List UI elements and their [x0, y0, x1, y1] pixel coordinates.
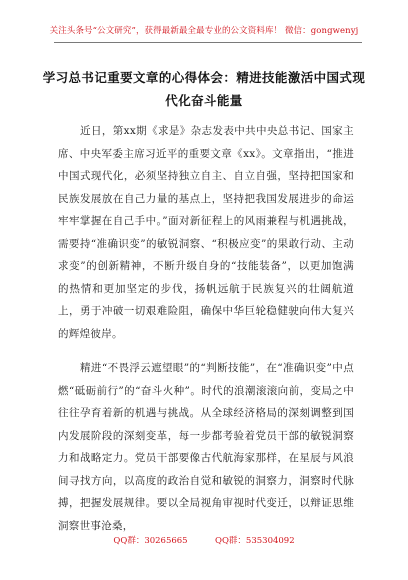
title-line-2: 代化奋斗能量 [165, 93, 243, 108]
header-divider [54, 42, 362, 43]
footer-qq-group-left: QQ群：30265665 [113, 536, 188, 546]
document-body [58, 120, 354, 537]
title-line-1: 学习总书记重要文章的心得体会：精进技能激活中国式现 [42, 70, 366, 85]
footer-qq-groups [0, 534, 408, 546]
body-paragraph-1: 近日，第xx期《求是》杂志发表中共中央总书记、国家主席、中央军委主席习近平的重要文章《xx》。文章指出，“推进中国式现代化，必须坚持独立自主、自立自强，坚持把国家和民族发展放在自己力量的基点上，坚持把我国发展进步的命运牢牢掌握在自己手中。”面对新征程上的风雨兼程与机遇挑战，需要持“准确识变”的敏锐洞察、“积极应变”的果敢行动、主动求变”的创新精神，不断升级自身的“技能装备”，以更加饱满的热情和更加坚定的步伐，扬帆远航于民族复兴的壮阔航道上，勇于冲破一切艰难险阻，确保中华巨轮稳健驶向伟大复兴的辉煌彼岸。 [58, 125, 354, 340]
document-title [40, 66, 368, 112]
body-paragraph-2: 精进“不畏浮云遮望眼”的“判断技能”，在“准确识变”中点燃“砥砺前行”的“奋斗火种”。时代的浪潮滚滚向前，变局之中往往孕育着新的机遇与挑战。从全球经济格局的深刻调整到国内发展阶段的深刻变革，每一步都考验着党员干部的敏锐洞察力和战略定力。党员干部要像古代航海家那样，在星辰与风浪间寻找方向，以高度的政治自觉和敏锐的洞察力，洞察时代脉搏，把握发展规律。要以全局视角审视时代变迁，以辩证思维洞察世事沧桑， [58, 362, 354, 532]
header-banner: 关注头条号“公文研究”，获得最新最全最专业的公文资料库！ 微信：gongwenyj [49, 26, 359, 36]
footer-qq-group-right: QQ群：535304092 [215, 536, 295, 546]
